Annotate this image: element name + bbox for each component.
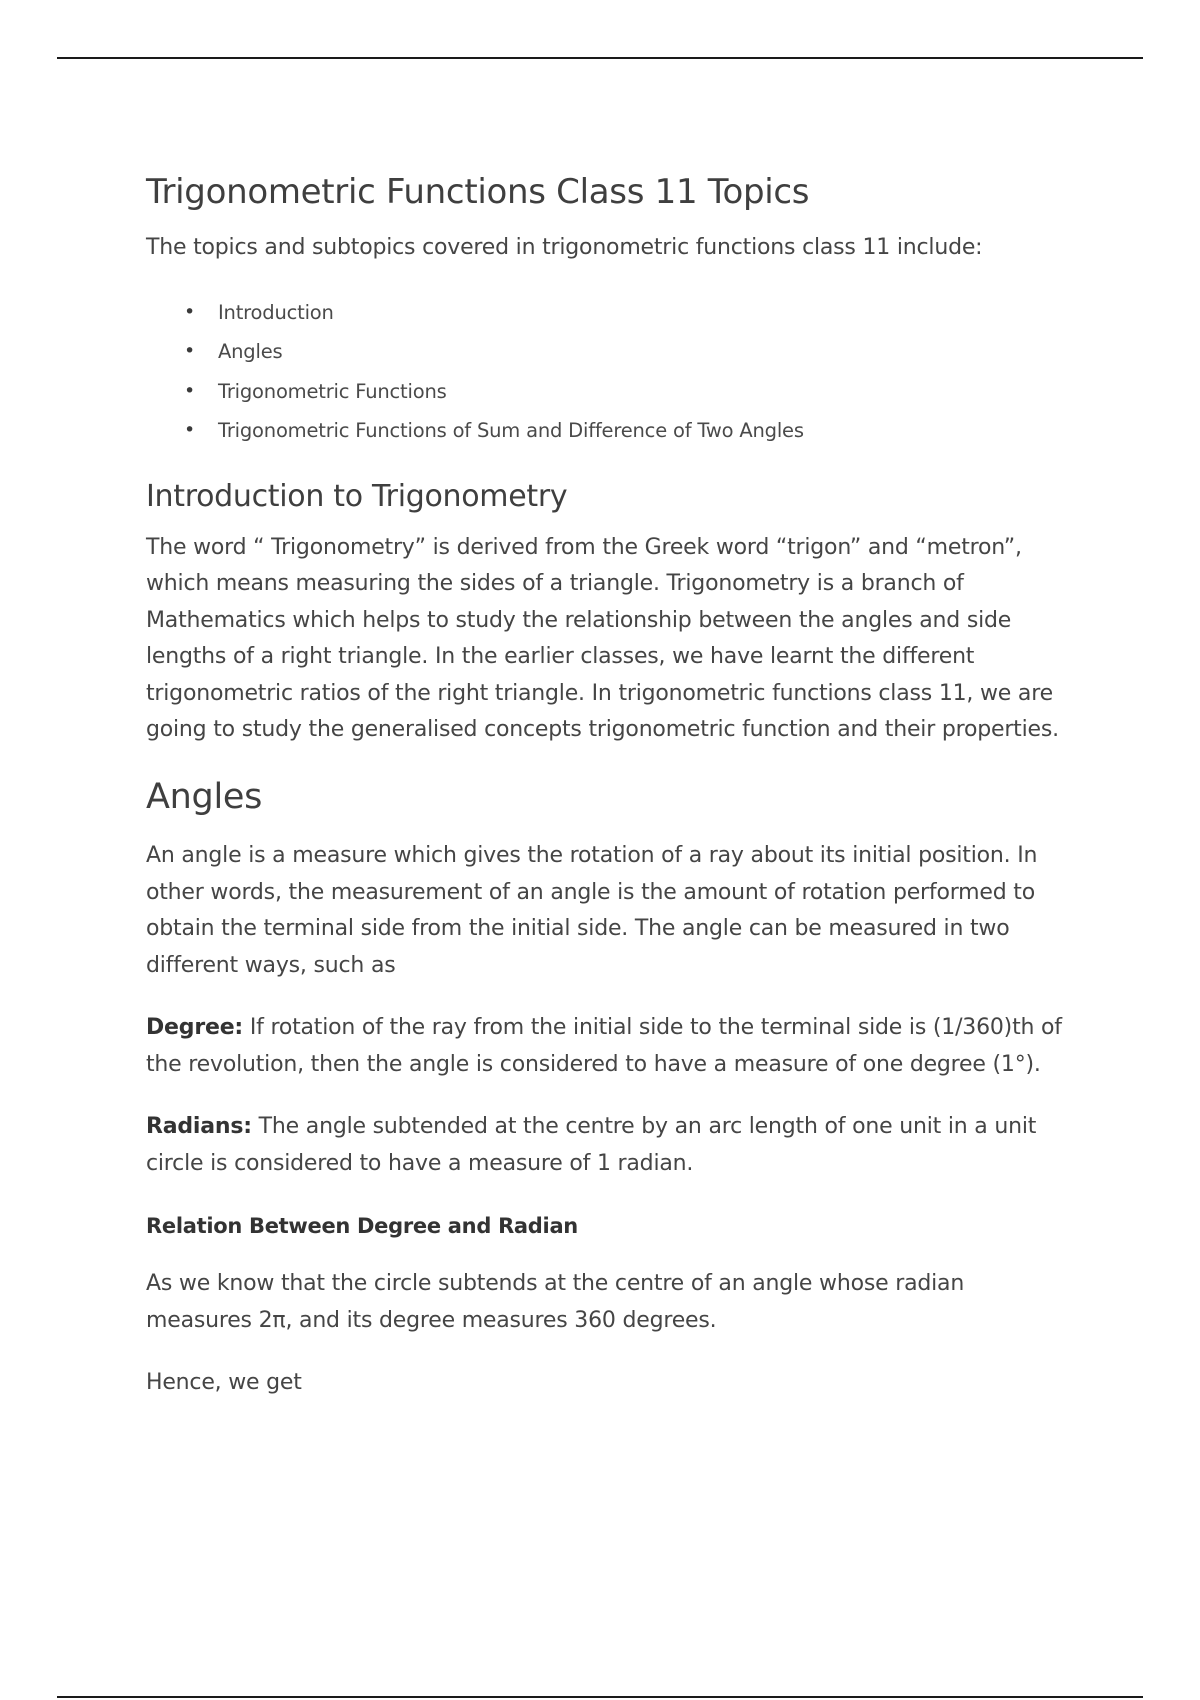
topics-intro: The topics and subtopics covered in trigonometric functions class 11 include:: [146, 235, 983, 261]
hence-paragraph: Hence, we get: [146, 1370, 302, 1396]
top-rule: [57, 57, 1143, 59]
bullet-icon: •: [184, 419, 196, 442]
radians-definition: [146, 1109, 1076, 1182]
radians-text: The angle subtended at the centre by an arc length of one unit in a unit circle is considered to have a measure of 1 radian.: [146, 1114, 1037, 1176]
degree-definition: [146, 1010, 1076, 1083]
list-item: • Introduction: [218, 293, 1076, 333]
bullet-icon: •: [184, 300, 196, 323]
bullet-icon: •: [184, 340, 196, 363]
degree-label: Degree:: [146, 1015, 244, 1041]
bullet-icon: •: [184, 379, 196, 402]
degree-text: If rotation of the ray from the initial side to the terminal side is (1/360)th of the revolution, then the angle is considered to have a measure of one degree (1°).: [146, 1015, 1062, 1077]
list-item: • Trigonometric Functions: [218, 372, 1076, 412]
list-item: • Trigonometric Functions of Sum and Difference of Two Angles: [218, 411, 1076, 451]
bottom-rule: [57, 1696, 1143, 1698]
page-title: Trigonometric Functions Class 11 Topics: [146, 172, 810, 212]
list-item: • Angles: [218, 332, 1076, 372]
document-body: [146, 170, 1076, 1428]
angles-heading: Angles: [146, 776, 263, 817]
introduction-paragraph: The word “ Trigonometry” is derived from the Greek word “trigon” and “metron”, which means measuring the sides of a triangle. Trigonometry is a branch of Mathematics which helps to study the relationship between the angles and side lengths of a right triangle. In the earlier classes, we have learnt the different trigonometric ratios of the right triangle. In trigonometric functions class 11, we are going to study the generalised concepts trigonometric function and their properties.: [146, 534, 1059, 743]
angles-paragraph: An angle is a measure which gives the rotation of a ray about its initial position. In other words, the measurement of an angle is the amount of rotation performed to obtain the terminal side from the initial side. The angle can be measured in two different ways, such as: [146, 843, 1038, 978]
relation-heading: Relation Between Degree and Radian: [146, 1214, 578, 1239]
relation-paragraph: As we know that the circle subtends at the centre of an angle whose radian measures 2π, and its degree measures 360 degrees.: [146, 1271, 965, 1333]
radians-label: Radians:: [146, 1114, 252, 1140]
introduction-heading: Introduction to Trigonometry: [146, 478, 568, 514]
topics-list: [146, 293, 1076, 451]
